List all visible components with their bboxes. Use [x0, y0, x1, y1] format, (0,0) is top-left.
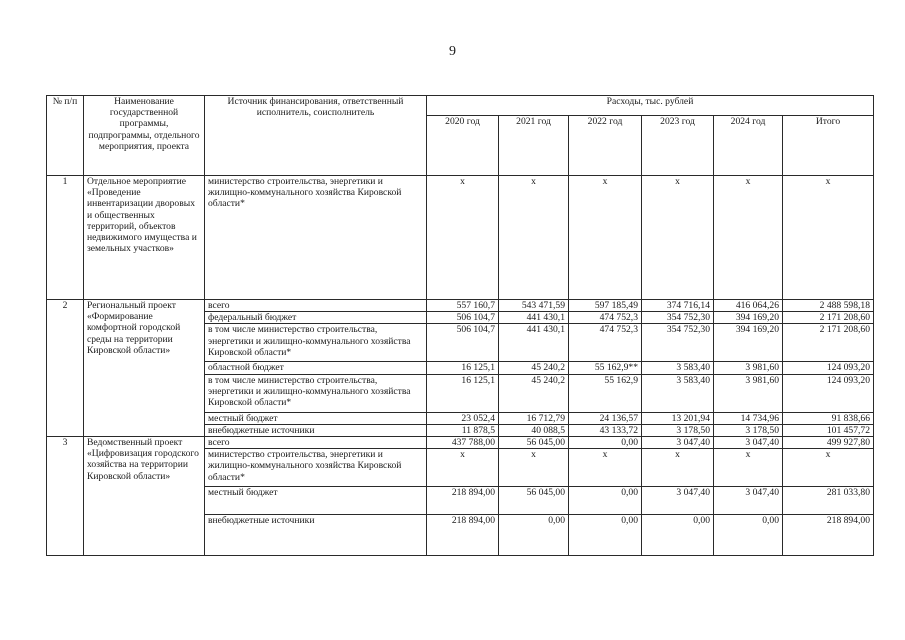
year-value: 354 752,30 — [642, 312, 714, 324]
header-source: Источник финансирования, ответственный исполнитель, соисполнитель — [205, 96, 427, 176]
funding-source: федеральный бюджет — [205, 312, 427, 324]
total-value: 2 488 598,18 — [783, 300, 874, 312]
year-value: 43 133,72 — [569, 424, 642, 436]
header-row — [47, 96, 874, 116]
year-value: 55 162,9 — [569, 374, 642, 412]
year-value: 0,00 — [714, 515, 783, 556]
year-value: 0,00 — [569, 487, 642, 515]
funding-source: всего — [205, 300, 427, 312]
year-value: 24 136,57 — [569, 412, 642, 424]
year-value: 557 160,7 — [427, 300, 499, 312]
funding-source: в том числе министерство строительства, энергетики и жилищно-коммунального хозяйства Кировской области* — [205, 374, 427, 412]
header-name: Наименование государственной программы, подпрограммы, отдельного мероприятия, проекта — [84, 96, 205, 176]
year-value: 441 430,1 — [499, 324, 569, 362]
header-year: 2023 год — [642, 116, 714, 176]
year-value: 3 047,40 — [642, 487, 714, 515]
funding-source: внебюджетные источники — [205, 515, 427, 556]
table-row — [47, 176, 874, 300]
year-value: 394 169,20 — [714, 312, 783, 324]
total-value: 2 171 208,60 — [783, 312, 874, 324]
funding-source: местный бюджет — [205, 487, 427, 515]
total-value: 124 093,20 — [783, 362, 874, 374]
year-value: x — [427, 449, 499, 487]
year-value: 40 088,5 — [499, 424, 569, 436]
year-value: 13 201,94 — [642, 412, 714, 424]
total-value: 2 171 208,60 — [783, 324, 874, 362]
item-name: Региональный проект «Формирование комфортной городской среды на территории Кировской области» — [84, 300, 205, 437]
year-value: x — [569, 176, 642, 300]
year-value: 45 240,2 — [499, 362, 569, 374]
header-year: 2022 год — [569, 116, 642, 176]
year-value: 218 894,00 — [427, 515, 499, 556]
year-value: 56 045,00 — [499, 487, 569, 515]
year-value: 3 178,50 — [642, 424, 714, 436]
year-value: 506 104,7 — [427, 324, 499, 362]
year-value: 55 162,9** — [569, 362, 642, 374]
total-value: 91 838,66 — [783, 412, 874, 424]
header-total: Итого — [783, 116, 874, 176]
year-value: 45 240,2 — [499, 374, 569, 412]
year-value: 437 788,00 — [427, 437, 499, 449]
header-year: 2021 год — [499, 116, 569, 176]
year-value: 474 752,3 — [569, 312, 642, 324]
expenses-table — [46, 95, 874, 556]
year-value: 14 734,96 — [714, 412, 783, 424]
table-body — [47, 96, 874, 556]
year-value: x — [642, 449, 714, 487]
year-value: x — [499, 176, 569, 300]
year-value: 374 716,14 — [642, 300, 714, 312]
header-expenses: Расходы, тыс. рублей — [427, 96, 874, 116]
year-value: 3 047,40 — [642, 437, 714, 449]
item-name: Ведомственный проект «Цифровизация городского хозяйства на территории Кировской области» — [84, 437, 205, 556]
total-value: 101 457,72 — [783, 424, 874, 436]
funding-source: всего — [205, 437, 427, 449]
year-value: 0,00 — [642, 515, 714, 556]
table-row — [47, 300, 874, 312]
page-number: 9 — [449, 44, 456, 59]
year-value: 56 045,00 — [499, 437, 569, 449]
year-value: 16 125,1 — [427, 362, 499, 374]
year-value: 3 178,50 — [714, 424, 783, 436]
total-value: 281 033,80 — [783, 487, 874, 515]
item-number: 3 — [47, 437, 84, 556]
year-value: 0,00 — [569, 437, 642, 449]
year-value: 416 064,26 — [714, 300, 783, 312]
year-value: 16 712,79 — [499, 412, 569, 424]
year-value: x — [642, 176, 714, 300]
year-value: 11 878,5 — [427, 424, 499, 436]
year-value: 3 583,40 — [642, 374, 714, 412]
year-value: x — [569, 449, 642, 487]
funding-source: министерство строительства, энергетики и жилищно-коммунального хозяйства Кировской области* — [205, 449, 427, 487]
year-value: 394 169,20 — [714, 324, 783, 362]
year-value: 354 752,30 — [642, 324, 714, 362]
year-value: 23 052,4 — [427, 412, 499, 424]
funding-source: министерство строительства, энергетики и жилищно-коммунального хозяйства Кировской области* — [205, 176, 427, 300]
item-number: 2 — [47, 300, 84, 437]
item-number: 1 — [47, 176, 84, 300]
total-value: x — [783, 449, 874, 487]
year-value: 441 430,1 — [499, 312, 569, 324]
year-value: 506 104,7 — [427, 312, 499, 324]
header-year: 2024 год — [714, 116, 783, 176]
year-value: 3 583,40 — [642, 362, 714, 374]
year-value: 218 894,00 — [427, 487, 499, 515]
item-name: Отдельное мероприятие «Проведение инвентаризации дворовых и общественных территорий, объектов недвижимого имущества и земельных участков» — [84, 176, 205, 300]
funding-source: местный бюджет — [205, 412, 427, 424]
year-value: 16 125,1 — [427, 374, 499, 412]
year-value: 3 981,60 — [714, 362, 783, 374]
year-value: 3 047,40 — [714, 487, 783, 515]
funding-source: внебюджетные источники — [205, 424, 427, 436]
year-value: 543 471,59 — [499, 300, 569, 312]
year-value: 3 047,40 — [714, 437, 783, 449]
year-value: 0,00 — [499, 515, 569, 556]
total-value: 218 894,00 — [783, 515, 874, 556]
header-num: № п/п — [47, 96, 84, 176]
year-value: x — [427, 176, 499, 300]
year-value: x — [714, 176, 783, 300]
funding-source: областной бюджет — [205, 362, 427, 374]
year-value: 597 185,49 — [569, 300, 642, 312]
total-value: 124 093,20 — [783, 374, 874, 412]
year-value: 3 981,60 — [714, 374, 783, 412]
total-value: 499 927,80 — [783, 437, 874, 449]
table-row — [47, 437, 874, 449]
year-value: 474 752,3 — [569, 324, 642, 362]
year-value: 0,00 — [569, 515, 642, 556]
header-year: 2020 год — [427, 116, 499, 176]
year-value: x — [499, 449, 569, 487]
total-value: x — [783, 176, 874, 300]
year-value: x — [714, 449, 783, 487]
funding-source: в том числе министерство строительства, энергетики и жилищно-коммунального хозяйства Кировской области* — [205, 324, 427, 362]
